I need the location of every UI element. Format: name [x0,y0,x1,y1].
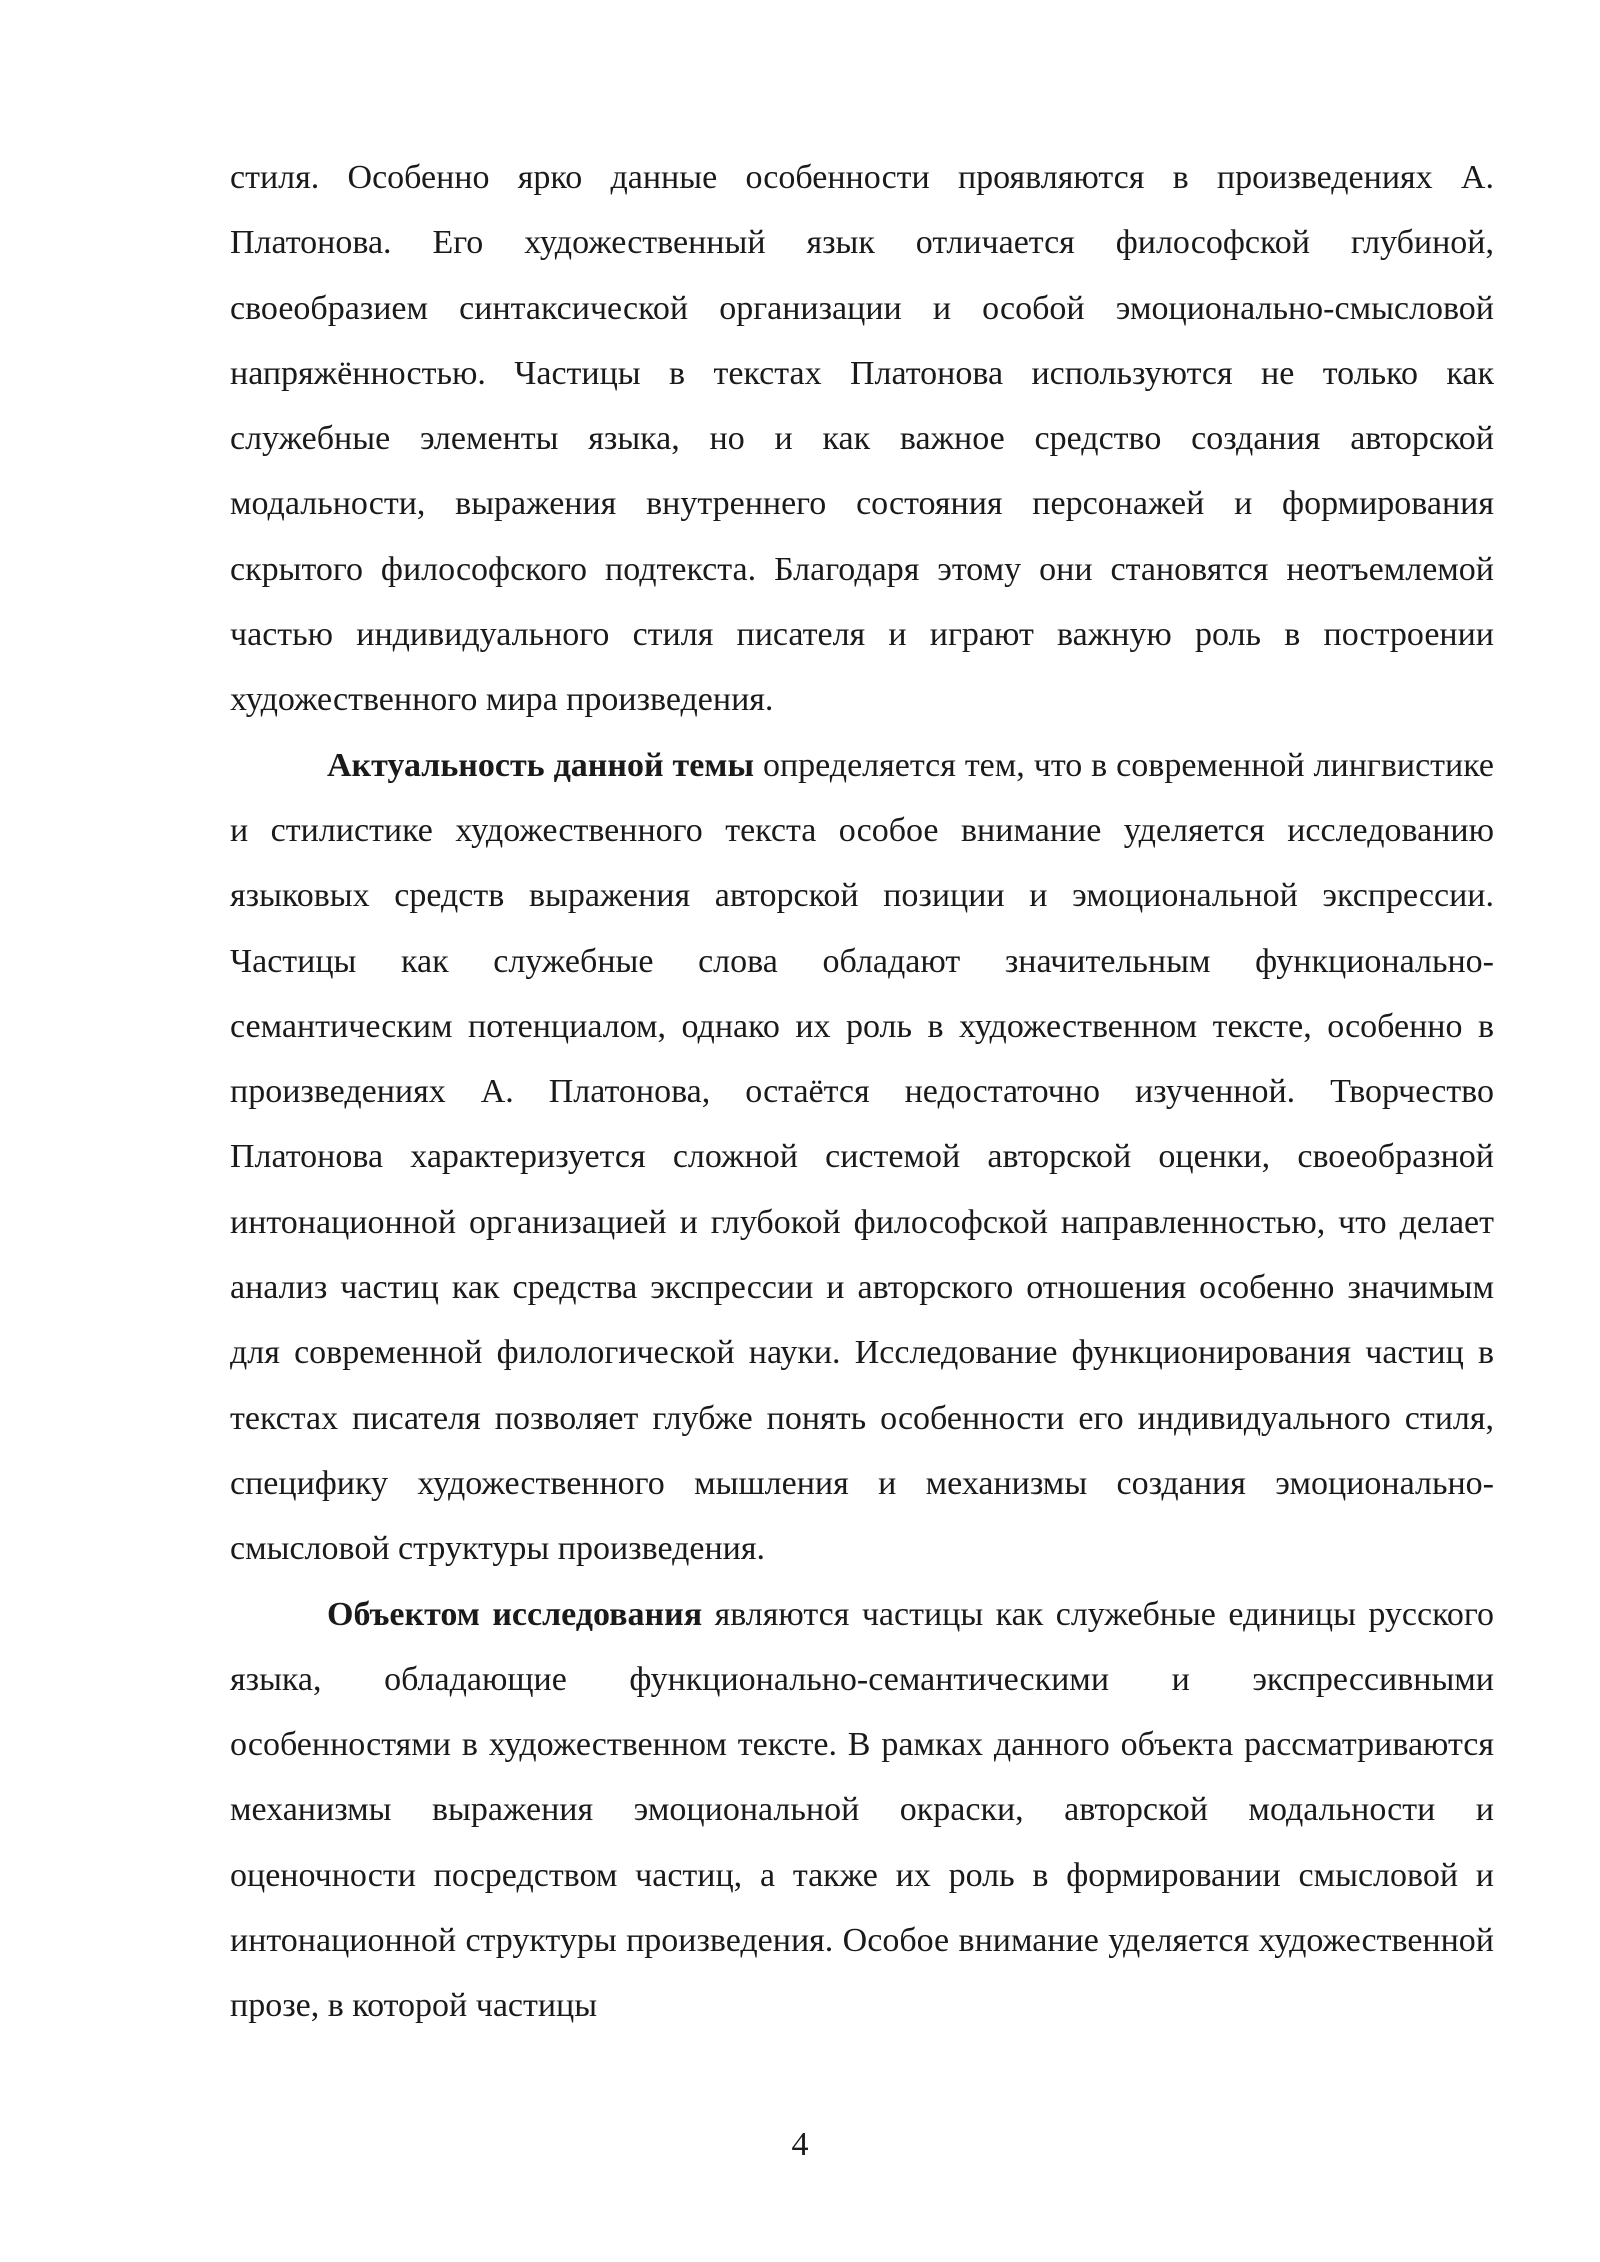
relevance-heading: Актуальность данной темы [327,746,755,784]
paragraph-1-text: стиля. Особенно ярко данные особенности проявляются в произведениях А. Платонова. Его художественный язык отличается философской глубиной, своеобразием синтаксической организации и особой эмоционально-смысловой напряжённостью. Частицы в текстах Платонова используются не только как служебные элементы языка, но и как важное средство создания авторской модальности, выражения внутреннего состояния персонажей и формирования скрытого философского подтекста. Благодаря этому они становятся неотъемлемой частью индивидуального стиля писателя и играют важную роль в построении художественного мира произведения. [230,159,1494,719]
page-number: 4 [791,2126,809,2163]
document-body [230,145,1494,2039]
paragraph-relevance [230,733,1494,1582]
paragraph-3-text: являются частицы как служебные единицы русского языка, обладающие функционально-семантическими и экспрессивными особенностями в художественном тексте. В рамках данного объекта рассматриваются механизмы выражения эмоциональной окраски, авторской модальности и оценочности посредством частиц, а также их роль в формировании смысловой и интонационной структуры произведения. Особое внимание уделяется художественной прозе, в которой частицы [230,1595,1494,2025]
paragraph-2-text: определяется тем, что в современной лингвистике и стилистике художественного текста особое внимание уделяется исследованию языковых средств выражения авторской позиции и эмоциональной экспрессии. Частицы как служебные слова обладают значительным функционально-семантическим потенциалом, однако их роль в художественном тексте, особенно в произведениях А. Платонова, остаётся недостаточно изученной. Творчество Платонова характеризуется сложной системой авторской оценки, своеобразной интонационной организацией и глубокой философской направленностью, что делает анализ частиц как средства экспрессии и авторского отношения особенно значимым для современной филологической науки. Исследование функционирования частиц в текстах писателя позволяет глубже понять особенности его индивидуального стиля, специфику художественного мышления и механизмы создания эмоционально-смысловой структуры произведения. [230,746,1494,1568]
paragraph-research-object [230,1582,1494,2039]
research-object-heading: Объектом исследования [327,1595,703,1633]
paragraph-continuation [230,145,1494,733]
